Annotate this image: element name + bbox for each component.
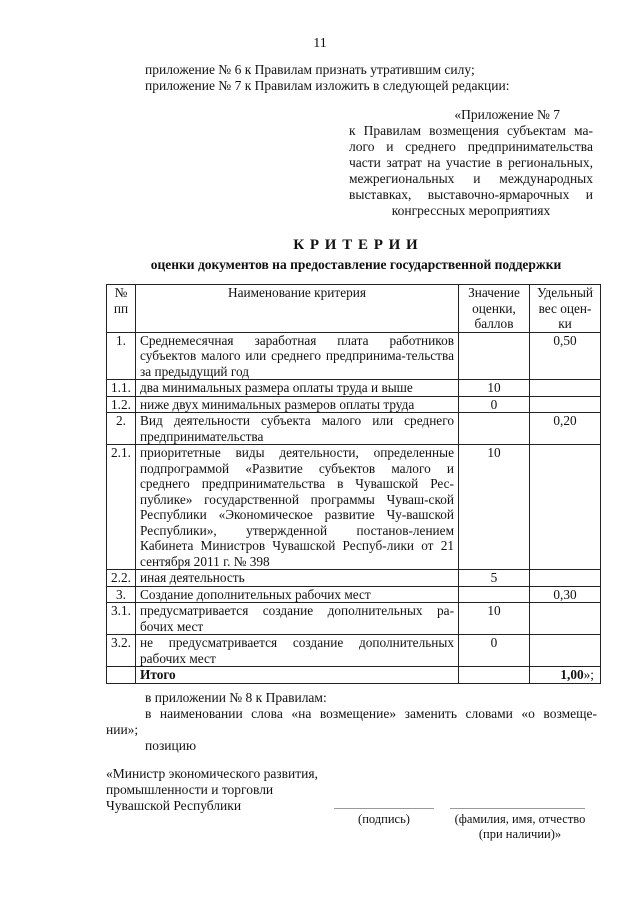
row-num: 3.2. [107, 635, 136, 667]
row-num: 3.1. [107, 603, 136, 635]
row-weight: 0,30 [530, 586, 601, 603]
row-name: предусматривается создание дополнительных ра-бочих мест [136, 603, 459, 635]
row-value: 10 [459, 445, 530, 570]
after-line-1: в приложении № 8 к Правилам: [145, 690, 327, 705]
criteria-title: К Р И Т Е Р И И [293, 237, 419, 253]
name-line [450, 808, 585, 809]
criteria-subtitle: оценки документов на предоставление государственной поддержки [150, 257, 562, 272]
row-weight [530, 380, 601, 397]
table-row [107, 413, 601, 445]
signature-org-line-2: промышленности и торговли [106, 782, 274, 797]
table-row [107, 332, 601, 380]
row-num: 2.2. [107, 570, 136, 587]
row-value [459, 413, 530, 445]
signature-org-line-3: Чувашской Республики [106, 798, 242, 813]
intro-line-1: приложение № 6 к Правилам признать утратившим силу; [145, 62, 475, 77]
header-value: Значение оценки, баллов [459, 285, 530, 333]
row-name: не предусматривается создание дополнительных рабочих мест [136, 635, 459, 667]
row-name: приоритетные виды деятельности, определенные подпрограммой «Развитие субъектов малого и среднего предпринимательства в Чувашской Рес-публике» государственной программы Чуваш-ской Республики «Экономическое развитие Чу-вашской Республики», утвержденной постанов-лением Кабинета Министров Чувашской Респуб-лики от 21 сентября 2011 г. № 398 [136, 445, 459, 570]
table-row [107, 635, 601, 667]
row-value: 0 [459, 635, 530, 667]
signature-line [334, 808, 434, 809]
row-value [459, 332, 530, 380]
total-label: Итого [136, 667, 459, 684]
row-value: 10 [459, 380, 530, 397]
table-row [107, 380, 601, 397]
header-weight: Удельный вес оцен- ки [530, 285, 601, 333]
row-value [459, 586, 530, 603]
name-caption-line-1: (фамилия, имя, отчество [454, 812, 586, 826]
row-weight: 0,50 [530, 332, 601, 380]
page-number: 11 [313, 36, 327, 51]
row-num: 1.1. [107, 380, 136, 397]
row-value: 0 [459, 396, 530, 413]
appendix-line: конгрессных мероприятиях [391, 203, 551, 218]
criteria-table [106, 284, 601, 684]
table-row [107, 586, 601, 603]
table-header-row [107, 285, 601, 333]
row-num: 2. [107, 413, 136, 445]
after-line-2b: нии»; [106, 722, 139, 737]
row-name: Создание дополнительных рабочих мест [136, 586, 459, 603]
row-num: 1. [107, 332, 136, 380]
row-weight [530, 396, 601, 413]
row-name: Вид деятельности субъекта малого или среднего предпринимательства [136, 413, 459, 445]
row-weight [530, 603, 601, 635]
row-weight [530, 445, 601, 570]
appendix-line: межрегиональных и международных [349, 171, 593, 186]
row-num: 1.2. [107, 396, 136, 413]
row-weight: 0,20 [530, 413, 601, 445]
appendix-title: «Приложение № 7 [454, 107, 560, 122]
row-name: Среднемесячная заработная плата работников субъектов малого или среднего предпринима-тельства за предыдущий год [136, 332, 459, 380]
appendix-line: лого и среднего предпринимательства [349, 139, 593, 154]
table-total-row [107, 667, 601, 684]
table-row [107, 570, 601, 587]
row-num: 3. [107, 586, 136, 603]
signature-caption: (подпись) [358, 812, 410, 826]
total-weight: 1,00»; [530, 667, 601, 684]
signature-org-line-1: «Министр экономического развития, [106, 766, 318, 781]
row-num: 2.1. [107, 445, 136, 570]
row-value: 5 [459, 570, 530, 587]
row-weight [530, 635, 601, 667]
row-weight [530, 570, 601, 587]
header-num: № пп [107, 285, 136, 333]
appendix-line: части затрат на участие в региональных, [349, 155, 593, 170]
row-name: иная деятельность [136, 570, 459, 587]
table-row [107, 396, 601, 413]
appendix-line: к Правилам возмещения субъектам ма- [349, 123, 593, 138]
table-row [107, 603, 601, 635]
header-name: Наименование критерия [136, 285, 459, 333]
table-row [107, 445, 601, 570]
after-line-2a: в наименовании слова «на возмещение» заменить словами «о возмеще- [145, 706, 597, 721]
row-name: два минимальных размера оплаты труда и выше [136, 380, 459, 397]
appendix-line: выставках, выставочно-ярмарочных и [349, 187, 593, 202]
name-caption-line-2: (при наличии)» [478, 827, 562, 841]
appendix-header [349, 107, 593, 219]
row-name: ниже двух минимальных размеров оплаты труда [136, 396, 459, 413]
after-line-3: позицию [145, 738, 197, 753]
intro-line-2: приложение № 7 к Правилам изложить в следующей редакции: [145, 78, 510, 93]
row-value: 10 [459, 603, 530, 635]
